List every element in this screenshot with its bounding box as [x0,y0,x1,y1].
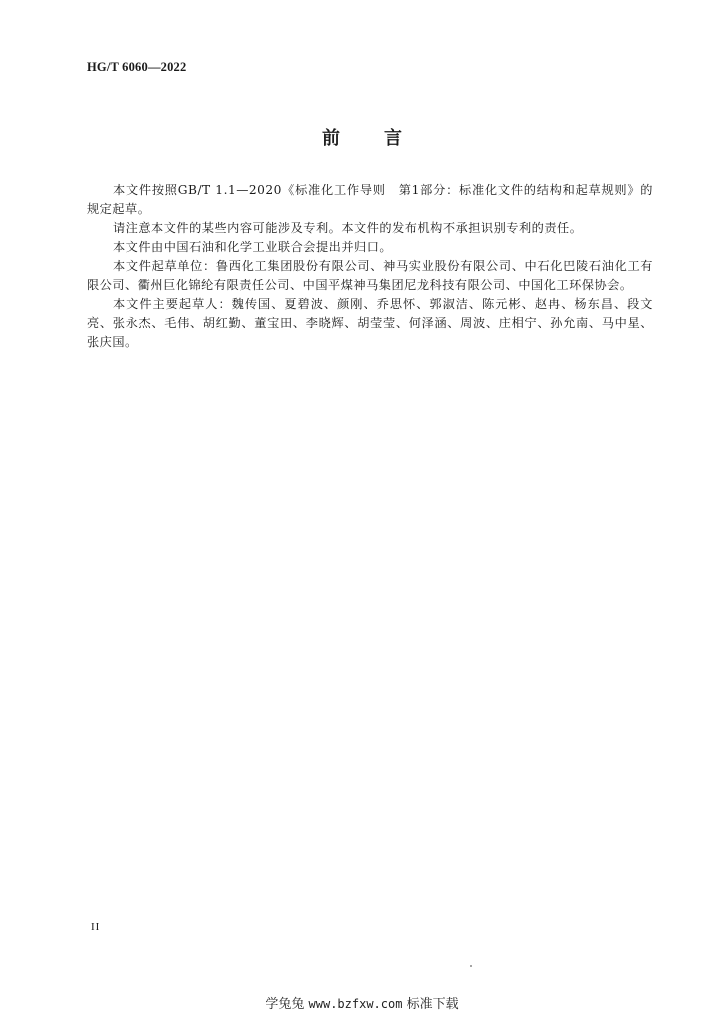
paragraph-drafting-rules: 本文件按照GB/T 1.1—2020《标准化工作导则 第1部分：标准化文件的结构和起草规则》的规定起草。 [87,183,653,216]
paragraph-patent-notice: 请注意本文件的某些内容可能涉及专利。本文件的发布机构不承担识别专利的责任。 [113,221,583,235]
scan-speck [470,965,472,967]
paragraph-proposer: 本文件由中国石油和化学工业联合会提出并归口。 [113,240,393,254]
footer-url-link[interactable]: www.bzfxw.com [308,997,403,1011]
footer-site-name: 学兔兔 [265,997,305,1012]
footer-tagline: 标准下载 [406,997,459,1012]
paragraph-drafting-units: 本文件起草单位：鲁西化工集团股份有限公司、神马实业股份有限公司、中石化巴陵石油化工有限公司、衢州巨化锦纶有限责任公司、中国平煤神马集团尼龙科技有限公司、中国化工环保协会。 [87,259,653,292]
standard-code: HG/T 6060—2022 [87,60,187,74]
foreword-body [87,181,653,352]
site-footer [0,993,724,1012]
page-number: II [91,921,101,933]
paragraph-drafters: 本文件主要起草人：魏传国、夏碧波、颜刚、乔思怀、郭淑洁、陈元彬、赵冉、杨东昌、段文亮、张永杰、毛伟、胡红勤、董宝田、李晓辉、胡莹莹、何泽涵、周波、庄相宁、孙允南、马中星、张庆国。 [87,297,653,349]
page-title: 前言 [322,128,446,149]
